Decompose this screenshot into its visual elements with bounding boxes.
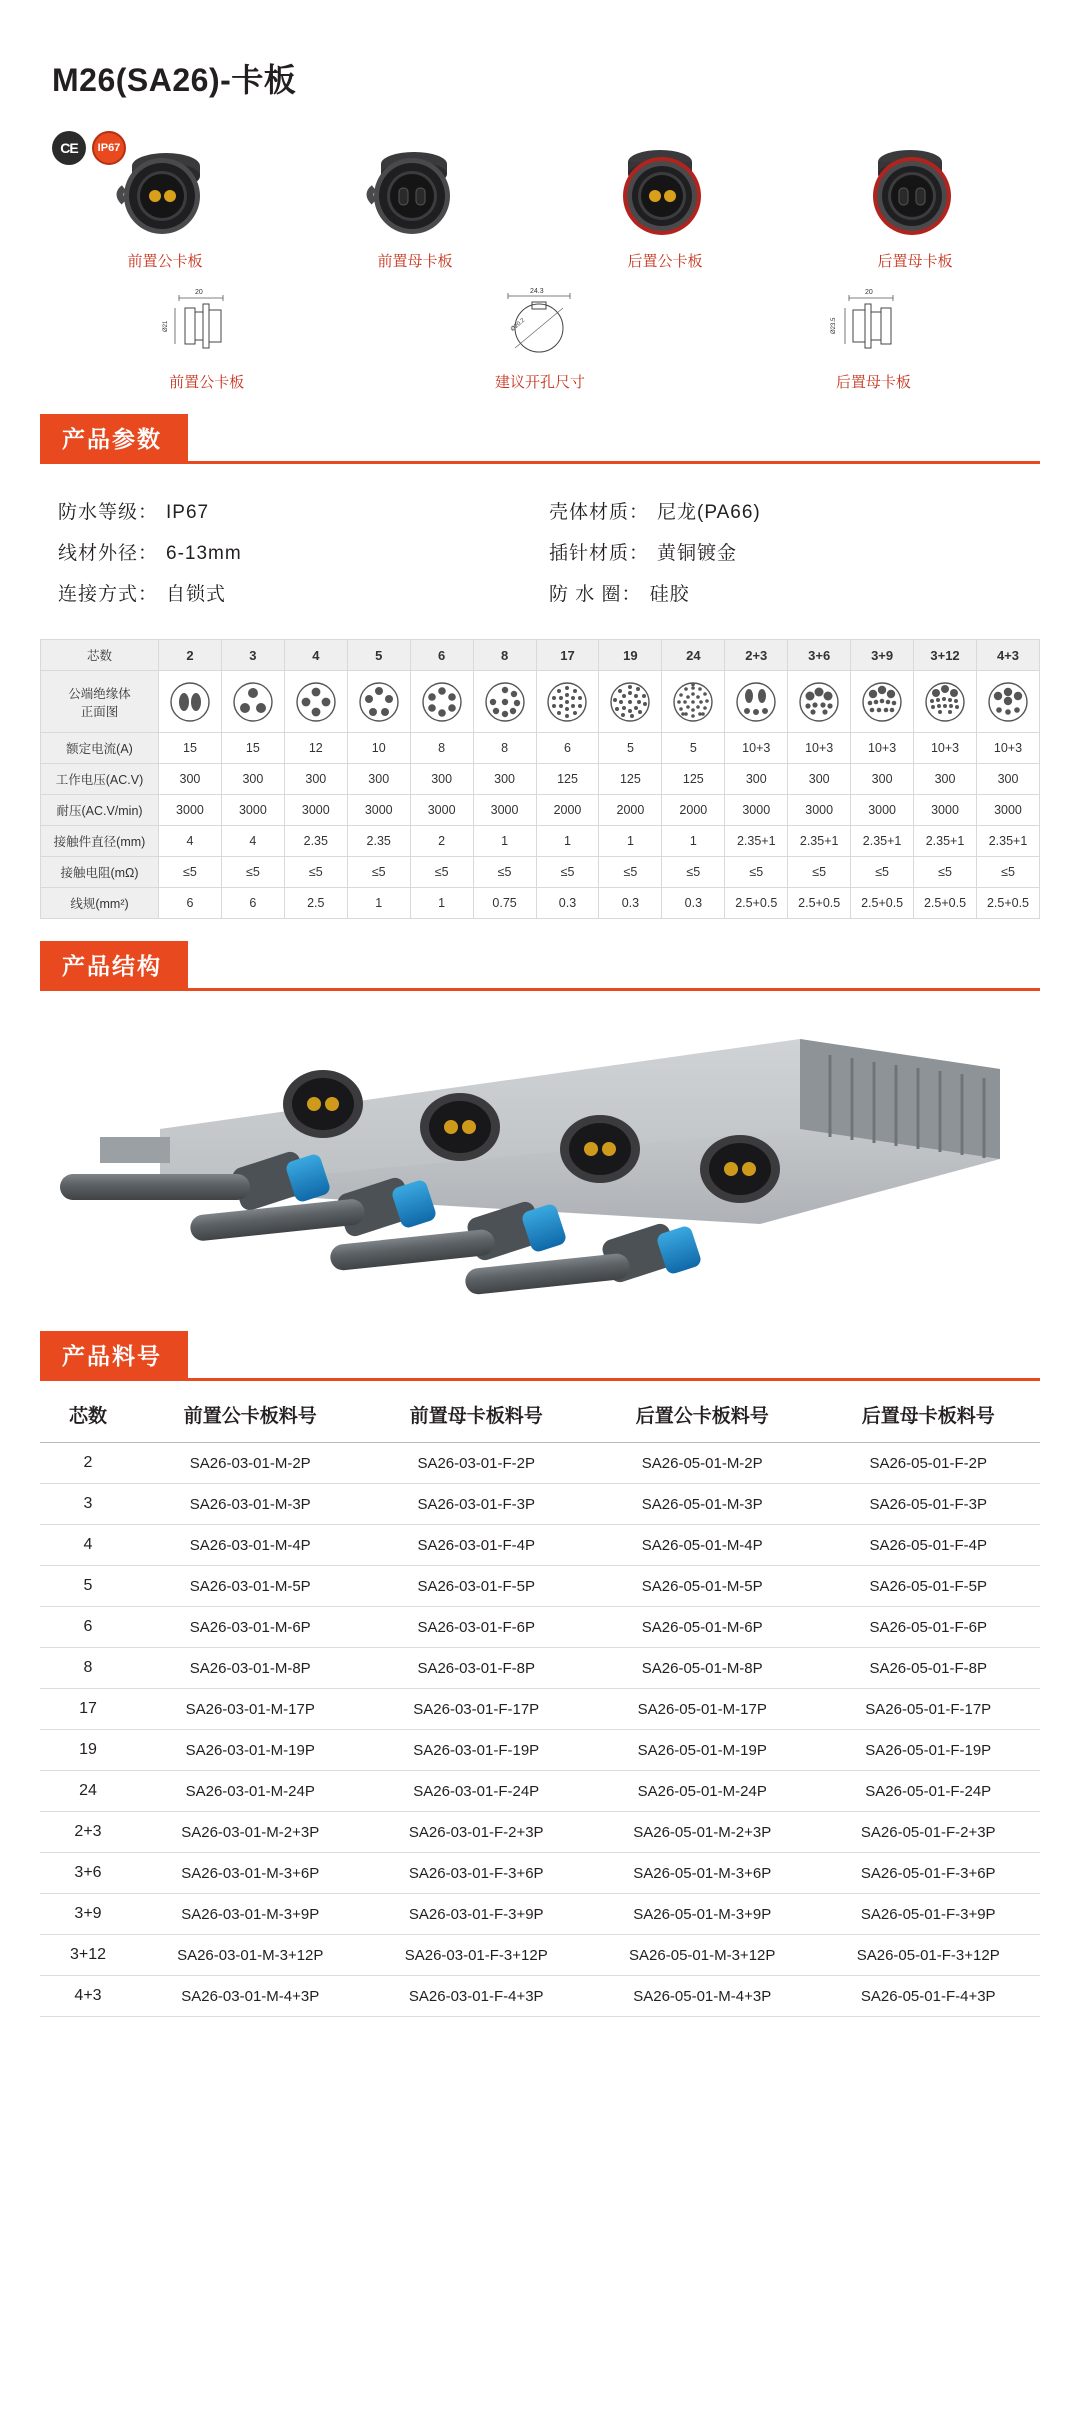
param-cell: 6 [536, 733, 599, 764]
param-cell: 2.5+0.5 [976, 888, 1039, 919]
part-number: SA26-03-01-M-3+6P [136, 1853, 364, 1894]
param-cell: 2.5 [284, 888, 347, 919]
product-photo-cell [790, 133, 1040, 271]
photo-caption: 后置公卡板 [627, 253, 703, 270]
param-row-label: 接触件直径(mm) [41, 826, 159, 857]
ce-badge-icon: CE [52, 131, 86, 165]
param-cell: 3000 [347, 795, 410, 826]
param-col-head: 3 [221, 640, 284, 671]
spec-key: 防 水 圈： [549, 584, 642, 605]
pin-layout-row-label [41, 671, 159, 733]
param-col-head: 24 [662, 640, 725, 671]
part-cores: 2+3 [40, 1812, 136, 1853]
param-cell: ≤5 [662, 857, 725, 888]
param-cell: 2.35+1 [851, 826, 914, 857]
part-number: SA26-03-01-M-3+9P [136, 1894, 364, 1935]
svg-text:20: 20 [194, 289, 203, 296]
part-number: SA26-03-01-M-4+3P [136, 1976, 364, 2017]
param-cell: 300 [284, 764, 347, 795]
drawing-rear-female-icon [793, 285, 953, 361]
param-row-contact-resistance [41, 857, 1040, 888]
param-cell: ≤5 [221, 857, 284, 888]
table-row [40, 1894, 1040, 1935]
param-cell: 300 [788, 764, 851, 795]
specs-list [40, 464, 1040, 635]
pin-layout-2plus3 [725, 671, 788, 733]
part-cores: 5 [40, 1566, 136, 1607]
spec-row [549, 531, 1040, 572]
part-number: SA26-05-01-F-2+3P [816, 1812, 1040, 1853]
pin-layout-17 [536, 671, 599, 733]
param-cell: 6 [159, 888, 222, 919]
param-cell: 3000 [284, 795, 347, 826]
photo-caption: 前置母卡板 [377, 253, 453, 270]
drawing-caption: 建议开孔尺寸 [494, 374, 585, 391]
param-cell: ≤5 [410, 857, 473, 888]
pin-layout-3plus6 [788, 671, 851, 733]
page-title: M26(SA26)-卡板 [52, 62, 297, 98]
connector-photo-rear-female-icon [850, 133, 980, 238]
pin-layout-4plus3 [976, 671, 1039, 733]
part-number: SA26-03-01-M-17P [136, 1689, 364, 1730]
param-cell: 1 [662, 826, 725, 857]
param-cell: 300 [914, 764, 977, 795]
pin-layout-5 [347, 671, 410, 733]
part-number: SA26-05-01-F-19P [816, 1730, 1040, 1771]
param-cell: 8 [473, 733, 536, 764]
part-cores: 3+12 [40, 1935, 136, 1976]
spec-value: 硅胶 [649, 584, 690, 605]
part-number: SA26-05-01-F-3P [816, 1484, 1040, 1525]
param-cell: 3000 [473, 795, 536, 826]
param-cell: 8 [410, 733, 473, 764]
part-cores: 24 [40, 1771, 136, 1812]
param-col-head: 2+3 [725, 640, 788, 671]
part-number: SA26-03-01-F-6P [364, 1607, 588, 1648]
pin-layout-row [41, 671, 1040, 733]
product-photo-cell [540, 133, 790, 271]
param-cell: 2.5+0.5 [725, 888, 788, 919]
spec-value: IP67 [166, 502, 210, 523]
part-number: SA26-05-01-M-3+12P [588, 1935, 816, 1976]
table-header-row [40, 1387, 1040, 1443]
param-cell: 5 [662, 733, 725, 764]
section-header-params-label: 产品参数 [40, 414, 188, 461]
spec-row [58, 531, 549, 572]
param-cell: 2.35+1 [976, 826, 1039, 857]
product-photo-cell [290, 133, 540, 271]
param-cell: ≤5 [536, 857, 599, 888]
part-number: SA26-05-01-F-8P [816, 1648, 1040, 1689]
param-cell: 2000 [536, 795, 599, 826]
part-number: SA26-03-01-F-3P [364, 1484, 588, 1525]
param-row-label: 接触电阻(mΩ) [41, 857, 159, 888]
section-header-structure [40, 945, 1040, 991]
table-row [40, 1566, 1040, 1607]
svg-text:Ø20.2: Ø20.2 [509, 317, 527, 333]
param-cell: 2.35 [284, 826, 347, 857]
section-header-partnumbers-label: 产品料号 [40, 1331, 188, 1378]
param-cell: 1 [410, 888, 473, 919]
part-number: SA26-05-01-F-4P [816, 1525, 1040, 1566]
param-cell: 10+3 [851, 733, 914, 764]
part-number: SA26-05-01-F-3+12P [816, 1935, 1040, 1976]
svg-text:24.3: 24.3 [529, 288, 544, 295]
part-col-head-rear-female: 后置母卡板料号 [816, 1387, 1040, 1443]
param-row-label: 工作电压(AC.V) [41, 764, 159, 795]
param-col-head: 6 [410, 640, 473, 671]
param-cell: 125 [599, 764, 662, 795]
spec-row [58, 572, 549, 613]
param-cell: ≤5 [788, 857, 851, 888]
part-col-head-cores: 芯数 [40, 1387, 136, 1443]
table-row [40, 1853, 1040, 1894]
table-row [40, 1648, 1040, 1689]
part-cores: 3+9 [40, 1894, 136, 1935]
part-number: SA26-03-01-F-2+3P [364, 1812, 588, 1853]
param-cell: 3000 [159, 795, 222, 826]
parameter-table [40, 639, 1040, 919]
spec-value: 尼龙(PA66) [657, 502, 761, 523]
param-cell: 5 [599, 733, 662, 764]
part-cores: 6 [40, 1607, 136, 1648]
param-cell: ≤5 [599, 857, 662, 888]
section-header-structure-label: 产品结构 [40, 941, 188, 988]
param-col-head: 8 [473, 640, 536, 671]
technical-drawing-row [40, 271, 1040, 392]
param-cell: 300 [725, 764, 788, 795]
param-row-wire-gauge [41, 888, 1040, 919]
pin-layout-3plus12 [914, 671, 977, 733]
part-number: SA26-03-01-F-19P [364, 1730, 588, 1771]
part-cores: 3 [40, 1484, 136, 1525]
spec-row [58, 490, 549, 531]
param-cell: 0.3 [536, 888, 599, 919]
param-cell: 10 [347, 733, 410, 764]
part-cores: 3+6 [40, 1853, 136, 1894]
pin-layout-4 [284, 671, 347, 733]
param-cell: 10+3 [914, 733, 977, 764]
param-cell: 0.75 [473, 888, 536, 919]
param-cell: 15 [221, 733, 284, 764]
param-cell: 3000 [221, 795, 284, 826]
part-number: SA26-03-01-M-8P [136, 1648, 364, 1689]
part-number: SA26-03-01-F-3+12P [364, 1935, 588, 1976]
part-number: SA26-05-01-F-6P [816, 1607, 1040, 1648]
part-number: SA26-03-01-M-3P [136, 1484, 364, 1525]
param-cell: ≤5 [851, 857, 914, 888]
section-header-partnumbers [40, 1335, 1040, 1381]
param-cell: 2.35+1 [725, 826, 788, 857]
param-row-label: 线规(mm²) [41, 888, 159, 919]
spec-value: 自锁式 [166, 584, 227, 605]
part-cores: 4+3 [40, 1976, 136, 2017]
pin-layout-label-line2: 正面图 [80, 704, 119, 719]
param-row-contact-diameter [41, 826, 1040, 857]
table-header-row [41, 640, 1040, 671]
drawing-front-male-icon [127, 285, 287, 361]
part-col-head-rear-male: 后置公卡板料号 [588, 1387, 816, 1443]
drawing-cell [40, 285, 373, 392]
part-number: SA26-05-01-M-3+6P [588, 1853, 816, 1894]
part-number: SA26-03-01-M-5P [136, 1566, 364, 1607]
pin-layout-2 [159, 671, 222, 733]
spec-key: 插针材质： [549, 543, 650, 564]
part-number: SA26-03-01-M-3+12P [136, 1935, 364, 1976]
param-cell: 1 [536, 826, 599, 857]
param-cell: ≤5 [473, 857, 536, 888]
pin-layout-3plus9 [851, 671, 914, 733]
param-cell: ≤5 [347, 857, 410, 888]
param-row-rated-current [41, 733, 1040, 764]
param-cell: 2.5+0.5 [851, 888, 914, 919]
param-cell: 1 [347, 888, 410, 919]
table-row [40, 1771, 1040, 1812]
spec-row [549, 572, 1040, 613]
param-cell: 3000 [914, 795, 977, 826]
param-cell: 3000 [851, 795, 914, 826]
param-cell: 2.5+0.5 [914, 888, 977, 919]
svg-text:Ø21: Ø21 [162, 320, 169, 332]
table-row [40, 1730, 1040, 1771]
param-cell: 2000 [599, 795, 662, 826]
part-number: SA26-03-01-F-17P [364, 1689, 588, 1730]
param-header-cores: 芯数 [41, 640, 159, 671]
spec-key: 防水等级： [58, 502, 159, 523]
param-cell: 3000 [788, 795, 851, 826]
product-hero [40, 123, 1040, 392]
connector-photo-rear-male-icon [600, 133, 730, 238]
spec-value: 6-13mm [166, 543, 242, 564]
param-row-label: 耐压(AC.V/min) [41, 795, 159, 826]
part-number: SA26-05-01-F-3+9P [816, 1894, 1040, 1935]
param-cell: 0.3 [662, 888, 725, 919]
part-number: SA26-03-01-F-2P [364, 1443, 588, 1484]
certification-badges [52, 131, 126, 165]
param-cell: 15 [159, 733, 222, 764]
part-number: SA26-05-01-M-5P [588, 1566, 816, 1607]
param-cell: 1 [599, 826, 662, 857]
table-row [40, 1935, 1040, 1976]
part-number: SA26-03-01-F-3+9P [364, 1894, 588, 1935]
param-cell: 2.35+1 [788, 826, 851, 857]
part-number: SA26-03-01-F-3+6P [364, 1853, 588, 1894]
table-row [40, 1812, 1040, 1853]
part-number: SA26-03-01-M-19P [136, 1730, 364, 1771]
drawing-caption: 后置母卡板 [835, 374, 911, 391]
part-number: SA26-05-01-F-4+3P [816, 1976, 1040, 2017]
param-cell: ≤5 [159, 857, 222, 888]
part-cores: 8 [40, 1648, 136, 1689]
part-cores: 19 [40, 1730, 136, 1771]
param-cell: 10+3 [788, 733, 851, 764]
param-cell: 2.5+0.5 [788, 888, 851, 919]
part-number: SA26-05-01-M-4P [588, 1525, 816, 1566]
spec-value: 黄铜镀金 [657, 543, 738, 564]
pin-layout-3 [221, 671, 284, 733]
param-cell: 300 [410, 764, 473, 795]
part-number: SA26-05-01-M-3+9P [588, 1894, 816, 1935]
param-col-head: 3+12 [914, 640, 977, 671]
specs-column-right [549, 490, 1040, 613]
param-cell: 300 [221, 764, 284, 795]
section-header-params [40, 418, 1040, 464]
table-row [40, 1525, 1040, 1566]
param-cell: ≤5 [914, 857, 977, 888]
table-row [40, 1689, 1040, 1730]
part-number: SA26-03-01-M-4P [136, 1525, 364, 1566]
part-number: SA26-05-01-M-19P [588, 1730, 816, 1771]
part-number: SA26-05-01-M-3P [588, 1484, 816, 1525]
param-cell: 2000 [662, 795, 725, 826]
part-number: SA26-03-01-F-8P [364, 1648, 588, 1689]
param-cell: 0.3 [599, 888, 662, 919]
param-cell: 125 [662, 764, 725, 795]
param-cell: 1 [473, 826, 536, 857]
param-cell: 10+3 [725, 733, 788, 764]
table-row [40, 1976, 1040, 2017]
param-col-head: 3+6 [788, 640, 851, 671]
part-number: SA26-05-01-M-24P [588, 1771, 816, 1812]
spec-row [549, 490, 1040, 531]
table-row [40, 1607, 1040, 1648]
part-col-head-front-male: 前置公卡板料号 [136, 1387, 364, 1443]
param-cell: 4 [159, 826, 222, 857]
param-row-label: 额定电流(A) [41, 733, 159, 764]
product-photo-row [40, 123, 1040, 271]
param-cell: 2.35 [347, 826, 410, 857]
part-number: SA26-03-01-M-2+3P [136, 1812, 364, 1853]
part-cores: 4 [40, 1525, 136, 1566]
part-number: SA26-05-01-M-17P [588, 1689, 816, 1730]
pin-layout-6 [410, 671, 473, 733]
part-col-head-front-female: 前置母卡板料号 [364, 1387, 588, 1443]
part-number: SA26-05-01-F-17P [816, 1689, 1040, 1730]
part-number: SA26-05-01-M-4+3P [588, 1976, 816, 2017]
connector-photo-front-female-icon [350, 133, 480, 238]
param-cell: 300 [159, 764, 222, 795]
param-cell: 3000 [725, 795, 788, 826]
part-number: SA26-03-01-M-6P [136, 1607, 364, 1648]
part-number-table [40, 1387, 1040, 2017]
pin-layout-label-line1: 公端绝缘体 [68, 686, 131, 701]
param-col-head: 4 [284, 640, 347, 671]
param-cell: 2 [410, 826, 473, 857]
ip67-badge-icon: IP67 [92, 131, 126, 165]
table-row [40, 1484, 1040, 1525]
param-cell: 300 [347, 764, 410, 795]
part-number: SA26-05-01-M-2+3P [588, 1812, 816, 1853]
part-number: SA26-03-01-M-2P [136, 1443, 364, 1484]
table-row [40, 1443, 1040, 1484]
drawing-cutout-dimension-icon [460, 285, 620, 361]
spec-key: 线材外径： [58, 543, 159, 564]
param-cell: ≤5 [725, 857, 788, 888]
part-number: SA26-03-01-F-4+3P [364, 1976, 588, 2017]
svg-text:20: 20 [865, 289, 874, 296]
param-cell: 125 [536, 764, 599, 795]
param-col-head: 17 [536, 640, 599, 671]
param-col-head: 19 [599, 640, 662, 671]
param-col-head: 4+3 [976, 640, 1039, 671]
param-cell: 6 [221, 888, 284, 919]
param-col-head: 2 [159, 640, 222, 671]
pin-layout-8 [473, 671, 536, 733]
param-cell: 3000 [410, 795, 473, 826]
param-cell: 300 [976, 764, 1039, 795]
part-number: SA26-05-01-F-24P [816, 1771, 1040, 1812]
part-number: SA26-03-01-F-4P [364, 1525, 588, 1566]
param-row-withstand-voltage [41, 795, 1040, 826]
drawing-cell [373, 285, 706, 392]
spec-key: 壳体材质： [549, 502, 650, 523]
part-number: SA26-05-01-M-8P [588, 1648, 816, 1689]
part-number: SA26-05-01-F-5P [816, 1566, 1040, 1607]
param-cell: 3000 [976, 795, 1039, 826]
part-number: SA26-05-01-M-6P [588, 1607, 816, 1648]
pin-layout-24 [662, 671, 725, 733]
photo-caption: 后置母卡板 [877, 253, 953, 270]
drawing-caption: 前置公卡板 [169, 374, 245, 391]
part-number: SA26-03-01-F-5P [364, 1566, 588, 1607]
product-structure-photo [40, 1009, 1040, 1309]
spec-key: 连接方式： [58, 584, 159, 605]
param-cell: 2.35+1 [914, 826, 977, 857]
part-cores: 2 [40, 1443, 136, 1484]
param-cell: 300 [473, 764, 536, 795]
param-cell: 300 [851, 764, 914, 795]
structure-illustration-icon [40, 1009, 1040, 1309]
param-row-working-voltage [41, 764, 1040, 795]
part-number: SA26-05-01-F-2P [816, 1443, 1040, 1484]
svg-text:Ø23.5: Ø23.5 [831, 317, 838, 334]
param-cell: ≤5 [976, 857, 1039, 888]
pin-layout-19 [599, 671, 662, 733]
param-col-head: 5 [347, 640, 410, 671]
drawing-cell [707, 285, 1040, 392]
param-cell: ≤5 [284, 857, 347, 888]
photo-caption: 前置公卡板 [127, 253, 203, 270]
part-number: SA26-05-01-F-3+6P [816, 1853, 1040, 1894]
specs-column-left [58, 490, 549, 613]
param-cell: 4 [221, 826, 284, 857]
param-cell: 12 [284, 733, 347, 764]
part-number: SA26-03-01-F-24P [364, 1771, 588, 1812]
part-cores: 17 [40, 1689, 136, 1730]
part-number: SA26-05-01-M-2P [588, 1443, 816, 1484]
param-cell: 10+3 [976, 733, 1039, 764]
param-col-head: 3+9 [851, 640, 914, 671]
part-number: SA26-03-01-M-24P [136, 1771, 364, 1812]
